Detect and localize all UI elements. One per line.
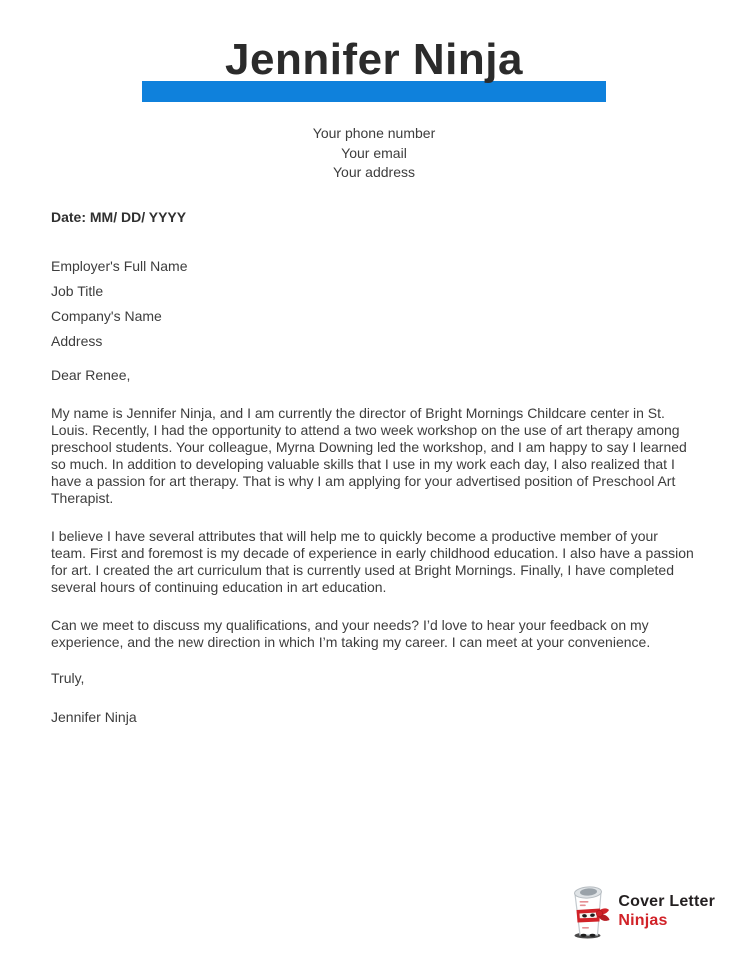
- ninja-scroll-icon: [566, 883, 610, 939]
- salutation: Dear Renee,: [51, 366, 131, 383]
- letter-body: [51, 209, 695, 726]
- contact-info: [0, 124, 748, 183]
- paragraph-2: I believe I have several attributes that will help me to quickly become a productive member of your team. First and foremost is my decade of experience in early childhood education. I also have a passion for art. I created the art curriculum that is currently used at Bright Mornings. Finally, I have completed several hours of continuing education in art education.: [51, 527, 694, 595]
- contact-address: Your address: [333, 164, 415, 180]
- closing: Truly,: [51, 669, 85, 686]
- recipient-employer-name: Employer's Full Name: [51, 257, 188, 274]
- logo-text-cover-letter: Cover Letter: [618, 893, 715, 910]
- applicant-name-heading: Jennifer Ninja: [225, 35, 523, 84]
- paragraph-3: Can we meet to discuss my qualifications, and your needs? I’d love to hear your feedback on my experience, and the new direction in which I’m taking my career. I can meet at your convenience.: [51, 616, 651, 650]
- recipient-block: [51, 254, 695, 354]
- signature-name: Jennifer Ninja: [51, 708, 137, 725]
- letter-header: [0, 0, 748, 104]
- contact-email: Your email: [341, 144, 407, 161]
- recipient-job-title: Job Title: [51, 282, 104, 299]
- recipient-company-name: Company's Name: [51, 307, 162, 324]
- logo-wordmark: [618, 892, 715, 930]
- recipient-address: Address: [51, 332, 103, 349]
- date-line: Date: MM/ DD/ YYYY: [51, 208, 187, 225]
- header-accent-bar: [142, 81, 606, 102]
- contact-phone: Your phone number: [312, 125, 436, 141]
- logo-text-ninjas: Ninjas: [618, 912, 668, 929]
- paragraph-1: My name is Jennifer Ninja, and I am currently the director of Bright Mornings Childcare center in St. Louis. Recently, I had the opportunity to attend a two week workshop on the use of art therapy among preschool students. Your colleague, Myrna Downing led the workshop, and I am happy to say I learned so much. In addition to developing valuable skills that I use in my work each day, I also realized that I have a passion for art therapy. That is why I am applying for your advertised position of Preschool Art Therapist.: [51, 404, 687, 506]
- footer-logo: [566, 883, 715, 939]
